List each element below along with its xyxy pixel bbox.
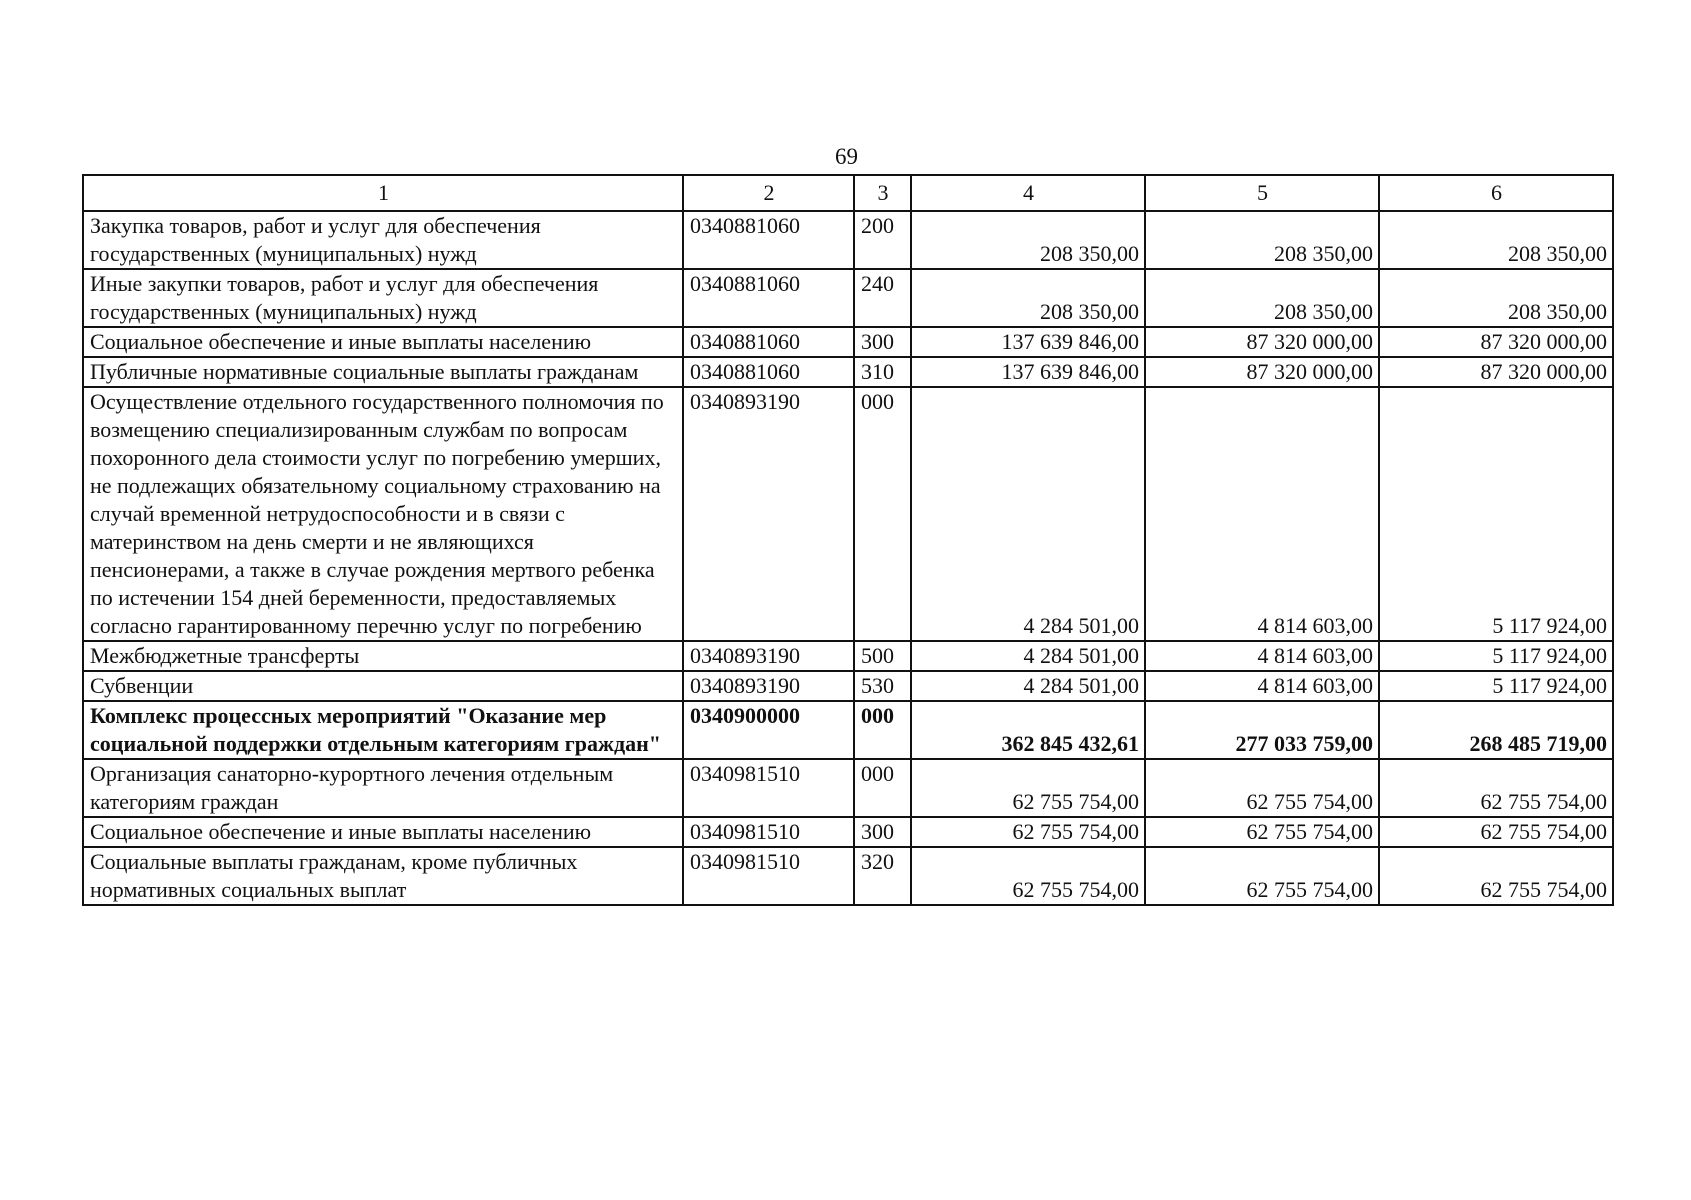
row-amount: 268 485 719,00: [1379, 701, 1613, 759]
row-code: 0340881060: [683, 327, 854, 357]
table-row: [83, 211, 1613, 269]
row-code: 0340981510: [683, 847, 854, 905]
row-code: 0340893190: [683, 387, 854, 641]
row-amount: 4 284 501,00: [911, 671, 1145, 701]
table-row: [83, 269, 1613, 327]
row-amount: 5 117 924,00: [1379, 671, 1613, 701]
row-name: Осуществление отдельного государственного полномочия по возмещению специализированным службам по вопросам похоронного дела стоимости услуг по погребению умерших, не подлежащих обязательному социальному страхованию на случай временной нетрудоспособности и в связи с материнством на день смерти и не являющихся пенсионерами, а также в случае рождения мертвого ребенка по истечении 154 дней беременности, предоставляемых согласно гарантированному перечню услуг по погребению: [83, 387, 683, 641]
row-amount: 62 755 754,00: [1379, 847, 1613, 905]
table-row: [83, 671, 1613, 701]
row-amount: 62 755 754,00: [1145, 817, 1379, 847]
row-code: 0340881060: [683, 357, 854, 387]
row-name: Организация санаторно-курортного лечения отдельным категориям граждан: [83, 759, 683, 817]
row-code: 0340981510: [683, 759, 854, 817]
row-amount: 4 814 603,00: [1145, 671, 1379, 701]
column-header: 4: [911, 175, 1145, 211]
budget-table: [82, 174, 1614, 906]
row-amount: 208 350,00: [1145, 269, 1379, 327]
row-kind: 300: [854, 327, 911, 357]
row-name: Социальное обеспечение и иные выплаты населению: [83, 327, 683, 357]
row-kind: 000: [854, 759, 911, 817]
row-amount: 208 350,00: [1379, 269, 1613, 327]
row-kind: 000: [854, 387, 911, 641]
table-row: [83, 759, 1613, 817]
row-name: Закупка товаров, работ и услуг для обеспечения государственных (муниципальных) нужд: [83, 211, 683, 269]
row-amount: 4 284 501,00: [911, 387, 1145, 641]
row-kind: 320: [854, 847, 911, 905]
row-name: Социальные выплаты гражданам, кроме публичных нормативных социальных выплат: [83, 847, 683, 905]
row-amount: 62 755 754,00: [911, 759, 1145, 817]
row-code: 0340981510: [683, 817, 854, 847]
table-row: [83, 327, 1613, 357]
column-header: 3: [854, 175, 911, 211]
row-amount: 62 755 754,00: [911, 817, 1145, 847]
row-amount: 87 320 000,00: [1379, 357, 1613, 387]
row-name: Межбюджетные трансферты: [83, 641, 683, 671]
header-row: [83, 175, 1613, 211]
row-amount: 137 639 846,00: [911, 327, 1145, 357]
row-kind: 530: [854, 671, 911, 701]
column-header: 2: [683, 175, 854, 211]
row-name: Субвенции: [83, 671, 683, 701]
table-row: [83, 847, 1613, 905]
row-code: 0340881060: [683, 269, 854, 327]
table-row: [83, 357, 1613, 387]
row-name: Публичные нормативные социальные выплаты гражданам: [83, 357, 683, 387]
row-code: 0340900000: [683, 701, 854, 759]
row-amount: 4 284 501,00: [911, 641, 1145, 671]
row-kind: 000: [854, 701, 911, 759]
row-kind: 240: [854, 269, 911, 327]
row-amount: 5 117 924,00: [1379, 641, 1613, 671]
row-amount: 62 755 754,00: [911, 847, 1145, 905]
table-row: [83, 817, 1613, 847]
row-amount: 62 755 754,00: [1145, 847, 1379, 905]
row-code: 0340881060: [683, 211, 854, 269]
table-row: [83, 387, 1613, 641]
table-row-total: [83, 701, 1613, 759]
row-amount: 62 755 754,00: [1379, 759, 1613, 817]
row-amount: 4 814 603,00: [1145, 387, 1379, 641]
table-row: [83, 641, 1613, 671]
row-amount: 208 350,00: [1379, 211, 1613, 269]
row-amount: 277 033 759,00: [1145, 701, 1379, 759]
row-amount: 62 755 754,00: [1145, 759, 1379, 817]
row-amount: 362 845 432,61: [911, 701, 1145, 759]
column-header: 1: [83, 175, 683, 211]
row-name: Комплекс процессных мероприятий "Оказание мер социальной поддержки отдельным категориям граждан": [83, 701, 683, 759]
row-amount: 5 117 924,00: [1379, 387, 1613, 641]
row-code: 0340893190: [683, 671, 854, 701]
row-amount: 87 320 000,00: [1379, 327, 1613, 357]
row-kind: 500: [854, 641, 911, 671]
row-amount: 4 814 603,00: [1145, 641, 1379, 671]
column-header: 6: [1379, 175, 1613, 211]
row-kind: 300: [854, 817, 911, 847]
row-amount: 87 320 000,00: [1145, 357, 1379, 387]
column-header: 5: [1145, 175, 1379, 211]
page-number: 69: [835, 144, 858, 169]
row-name: Иные закупки товаров, работ и услуг для обеспечения государственных (муниципальных) нужд: [83, 269, 683, 327]
row-code: 0340893190: [683, 641, 854, 671]
row-amount: 137 639 846,00: [911, 357, 1145, 387]
row-amount: 87 320 000,00: [1145, 327, 1379, 357]
row-amount: 208 350,00: [1145, 211, 1379, 269]
row-kind: 310: [854, 357, 911, 387]
row-amount: 208 350,00: [911, 211, 1145, 269]
row-amount: 62 755 754,00: [1379, 817, 1613, 847]
row-amount: 208 350,00: [911, 269, 1145, 327]
row-kind: 200: [854, 211, 911, 269]
row-name: Социальное обеспечение и иные выплаты населению: [83, 817, 683, 847]
